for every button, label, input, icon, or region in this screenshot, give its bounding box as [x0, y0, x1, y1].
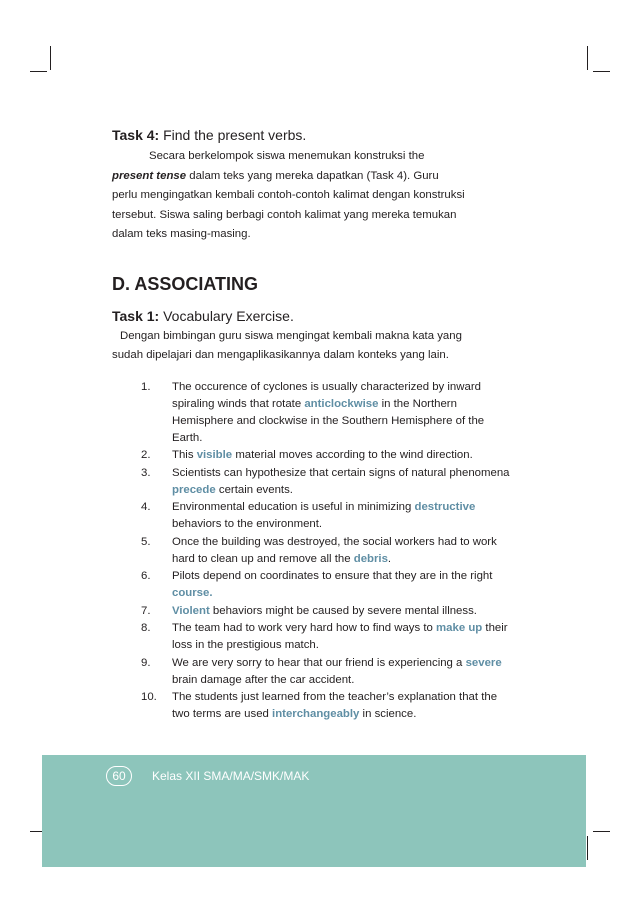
page-number: 60 — [106, 766, 132, 786]
list-item — [112, 465, 512, 499]
task1-line: sudah dipelajari dan mengaplikasikannya dalam konteks yang lain. — [112, 349, 449, 361]
item-number: 6. — [141, 570, 151, 582]
present-tense-emphasis: present tense — [112, 169, 187, 182]
item-text: brain damage after the car accident. — [172, 673, 355, 686]
page-content — [112, 126, 512, 724]
vocabulary-keyword: destructive — [414, 501, 476, 513]
item-number: 10. — [141, 691, 157, 703]
task1-label: Task 1: — [112, 307, 160, 324]
item-number: 3. — [141, 466, 151, 479]
vocabulary-keyword: severe — [465, 656, 502, 669]
crop-mark — [50, 46, 51, 70]
list-item — [112, 603, 512, 620]
task4-label: Task 4: — [112, 127, 160, 143]
vocabulary-keyword: Violent — [172, 604, 210, 617]
crop-mark — [587, 46, 588, 70]
vocabulary-keyword: make up — [436, 622, 483, 634]
item-text: material moves according to the wind direction. — [232, 449, 473, 461]
item-text: This — [172, 449, 197, 461]
crop-mark — [593, 71, 610, 72]
item-text: Pilots depend on coordinates to ensure that they are in the right — [172, 570, 493, 582]
vocabulary-keyword: visible — [196, 449, 233, 461]
list-item — [112, 534, 512, 568]
crop-mark — [587, 836, 588, 860]
item-text: The students just learned from the teacher’s explanation that the two terms are used — [172, 691, 498, 720]
item-text: behaviors might be caused by severe mental illness. — [209, 604, 477, 617]
task1-title: Vocabulary Exercise. — [163, 307, 294, 324]
footer-text: Kelas XII SMA/MA/SMK/MAK — [152, 769, 310, 783]
crop-mark — [30, 71, 47, 72]
list-item — [112, 655, 512, 689]
task1-heading — [112, 307, 512, 325]
vocabulary-list — [112, 379, 512, 724]
vocabulary-keyword: course. — [172, 587, 213, 599]
item-text: in the Northern Hemisphere and clockwise in the Southern Hemisphere of the Earth. — [172, 397, 485, 444]
task1-line: Dengan bimbingan guru siswa mengingat kembali makna kata yang — [120, 329, 462, 342]
item-number: 7. — [141, 604, 151, 617]
item-text: Environmental education is useful in minimizing — [172, 501, 415, 513]
task4-line-rest: dalam teks yang mereka dapatkan (Task 4). Guru — [186, 169, 439, 182]
task4-title: Find the present verbs. — [163, 127, 307, 143]
item-text: The team had to work very hard how to find ways to — [172, 622, 437, 634]
task1-paragraph — [112, 327, 512, 366]
item-number: 1. — [141, 380, 151, 393]
list-item — [112, 447, 512, 464]
list-item — [112, 689, 512, 723]
item-text: Once the building was destroyed, the social workers had to work hard to clean up and remove all the — [172, 535, 497, 565]
vocabulary-keyword: debris — [353, 552, 388, 565]
vocabulary-keyword: precede — [172, 483, 216, 496]
task4-line: dalam teks masing-masing. — [112, 228, 251, 240]
task4-heading — [112, 126, 512, 144]
crop-mark — [593, 831, 610, 832]
item-number: 5. — [141, 535, 151, 548]
task4-line: Secara berkelompok siswa menemukan konstruksi the — [149, 150, 425, 162]
list-item — [112, 620, 512, 654]
item-text: . — [387, 552, 392, 565]
section-heading: D. ASSOCIATING — [112, 273, 259, 294]
task4-line — [112, 167, 512, 187]
item-text: The occurence of cyclones is usually characterized by inward spiraling winds that rotate — [172, 380, 481, 410]
item-text: We are very sorry to hear that our friend is experiencing a — [172, 656, 466, 669]
item-text: Scientists can hypothesize that certain signs of natural phenomena — [172, 466, 510, 479]
task4-line: tersebut. Siswa saling berbagi contoh kalimat yang mereka temukan — [112, 208, 457, 221]
vocabulary-keyword: anticlockwise — [304, 397, 379, 410]
vocabulary-keyword: interchangeably — [272, 708, 360, 720]
item-text: behaviors to the environment. — [172, 518, 323, 530]
list-item — [112, 499, 512, 533]
item-number: 8. — [141, 622, 151, 634]
task4-line: perlu mengingatkan kembali contoh-contoh kalimat dengan konstruksi — [112, 189, 465, 201]
item-number: 4. — [141, 501, 151, 513]
list-item — [112, 568, 512, 602]
list-item — [112, 379, 512, 447]
item-text: certain events. — [215, 483, 293, 496]
item-text: in science. — [359, 708, 417, 720]
task4-paragraph — [112, 147, 512, 245]
item-number: 2. — [141, 449, 151, 461]
item-number: 9. — [141, 656, 151, 669]
item-text: their loss in the prestigious match. — [172, 622, 508, 651]
